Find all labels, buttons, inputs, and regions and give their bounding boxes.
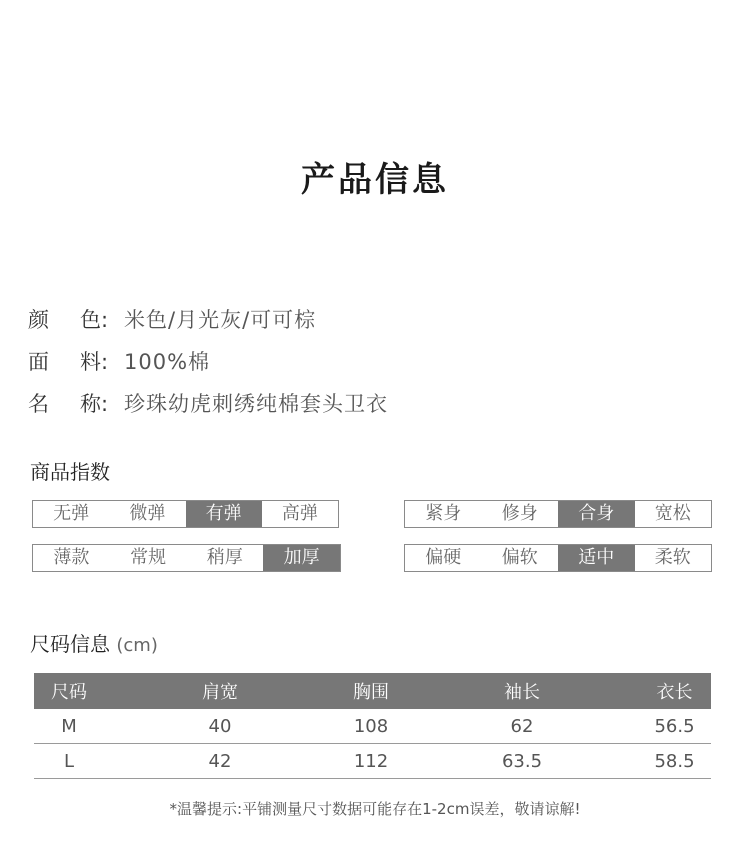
thickness-option: 常规 (130, 547, 167, 568)
fit-option: 宽松 (654, 503, 691, 524)
product-index-title: 商品指数 (30, 460, 110, 484)
cell-chest: 108 (353, 715, 389, 737)
size-table (34, 673, 711, 779)
cell-shoulder: 40 (208, 715, 232, 737)
page-title: 产品信息 (301, 160, 449, 200)
fit-option: 修身 (501, 503, 538, 524)
elasticity-option: 无弹 (53, 503, 90, 524)
header-shoulder: 肩宽 (202, 682, 238, 703)
elasticity-scale (32, 500, 339, 528)
thickness-option: 稍厚 (206, 547, 243, 568)
info-material-label: 面 料: (28, 350, 109, 374)
thickness-scale (32, 544, 341, 572)
size-table-header (34, 673, 711, 709)
size-unit: (cm) (116, 635, 158, 656)
elasticity-option: 高弹 (281, 503, 318, 524)
softness-option: 适中 (558, 545, 635, 571)
info-color-label: 颜 色: (28, 308, 109, 332)
footnote: *温馨提示:平铺测量尺寸数据可能存在1-2cm误差，敬请谅解! (169, 800, 581, 818)
cell-sleeve: 62 (510, 715, 534, 737)
info-name-row (28, 388, 388, 418)
cell-length: 56.5 (654, 715, 695, 737)
elasticity-option: 微弹 (129, 503, 166, 524)
info-color-value: 米色/月光灰/可可棕 (124, 308, 317, 332)
cell-shoulder: 42 (208, 750, 232, 772)
header-chest: 胸围 (353, 682, 389, 703)
softness-option: 偏硬 (425, 547, 462, 568)
softness-option: 偏软 (501, 547, 538, 568)
elasticity-option: 有弹 (186, 501, 262, 527)
cell-length: 58.5 (654, 750, 695, 772)
cell-size: M (61, 715, 77, 737)
info-name-label: 名 称: (28, 392, 109, 416)
table-row (34, 709, 711, 744)
info-name-value: 珍珠幼虎刺绣纯棉套头卫衣 (124, 392, 388, 416)
header-size: 尺码 (51, 682, 87, 703)
fit-scale (404, 500, 712, 528)
softness-scale (404, 544, 712, 572)
info-material-row (28, 346, 210, 376)
fit-option: 紧身 (425, 503, 462, 524)
cell-sleeve: 63.5 (501, 750, 543, 772)
cell-chest: 112 (353, 750, 389, 772)
thickness-option: 加厚 (263, 545, 340, 571)
table-row (34, 744, 711, 779)
header-sleeve: 袖长 (504, 682, 540, 703)
softness-option: 柔软 (654, 547, 691, 568)
fit-option: 合身 (558, 501, 635, 527)
size-info-title: 尺码信息 (cm) (30, 632, 158, 656)
info-color-row (28, 304, 316, 334)
cell-size: L (63, 750, 75, 772)
thickness-option: 薄款 (53, 547, 90, 568)
header-length: 衣长 (656, 682, 693, 703)
info-material-value: 100%棉 (124, 350, 211, 374)
